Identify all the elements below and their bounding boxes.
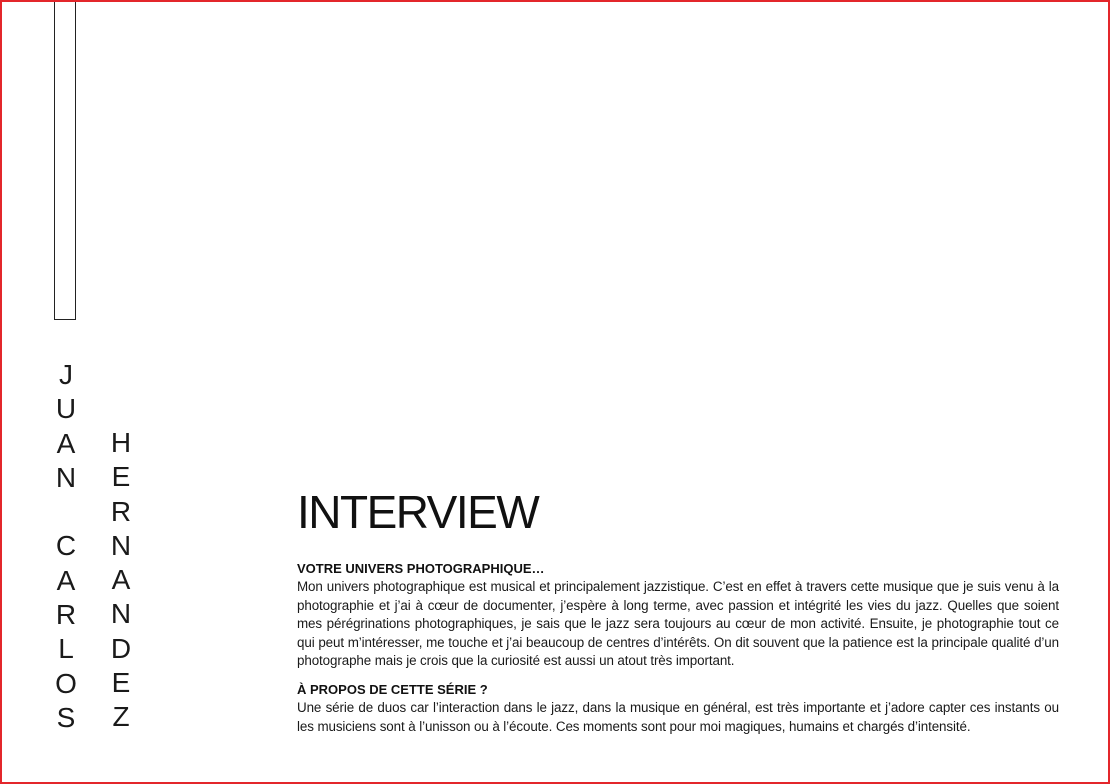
last-name-letter: D — [110, 632, 132, 664]
last-name-letter: E — [111, 461, 131, 493]
first-name-letter: U — [55, 393, 77, 425]
last-name-letter: Z — [112, 701, 130, 733]
last-name-letter: A — [111, 564, 131, 596]
last-name-letter: N — [110, 598, 132, 630]
article-content — [297, 482, 1059, 736]
first-name-letter: A — [56, 427, 76, 459]
author-first-name-vertical — [51, 358, 81, 735]
author-last-name-vertical — [106, 426, 136, 735]
section-heading: VOTRE UNIVERS PHOTOGRAPHIQUE… — [297, 561, 545, 576]
first-name-letter: N — [55, 461, 77, 493]
first-name-letter: O — [55, 667, 77, 699]
section-body: Une série de duos car l’interaction dans le jazz, dans la musique en général, est très importante et j’adore capter ces instants ou les musiciens sont à l’unisson ou à l’écoute. Ces moments sont pour moi magiques, humains et chargés d’intensité. — [297, 699, 1059, 734]
section-heading: À PROPOS DE CETTE SÉRIE ? — [297, 681, 488, 697]
page-title: INTERVIEW — [297, 486, 539, 538]
last-name-letter: E — [111, 667, 131, 699]
first-name-letter: J — [59, 359, 73, 390]
first-name-letter: L — [58, 633, 74, 665]
first-name-letter: A — [56, 564, 76, 596]
first-name-letter: C — [55, 530, 77, 562]
section-body: Mon univers photographique est musical et principalement jazzistique. C’est en effet à travers cette musique que je suis venu à la photographie et j’ai à cœur de documenter, j’espère à long terme, avec passion et intégrité les vies du jazz. Quelles que soient mes pérégrinations photographiques, je sais que le jazz sera toujours au cœur de mon activité. Ensuite, je photographie tout ce qui peut m’intéresser, me touche et j’ai beaucoup de centres d’intérêts. On dit souvent que la patience est la principale qualité d’un photographe mais je crois que la curiosité est aussi un atout très important. — [297, 579, 1059, 669]
first-name-letter: S — [56, 701, 76, 733]
first-name-letter: R — [55, 599, 77, 631]
last-name-letter: N — [110, 529, 132, 561]
last-name-letter: H — [110, 427, 132, 458]
last-name-letter: R — [110, 495, 132, 527]
vertical-bar-decoration — [54, 0, 76, 320]
